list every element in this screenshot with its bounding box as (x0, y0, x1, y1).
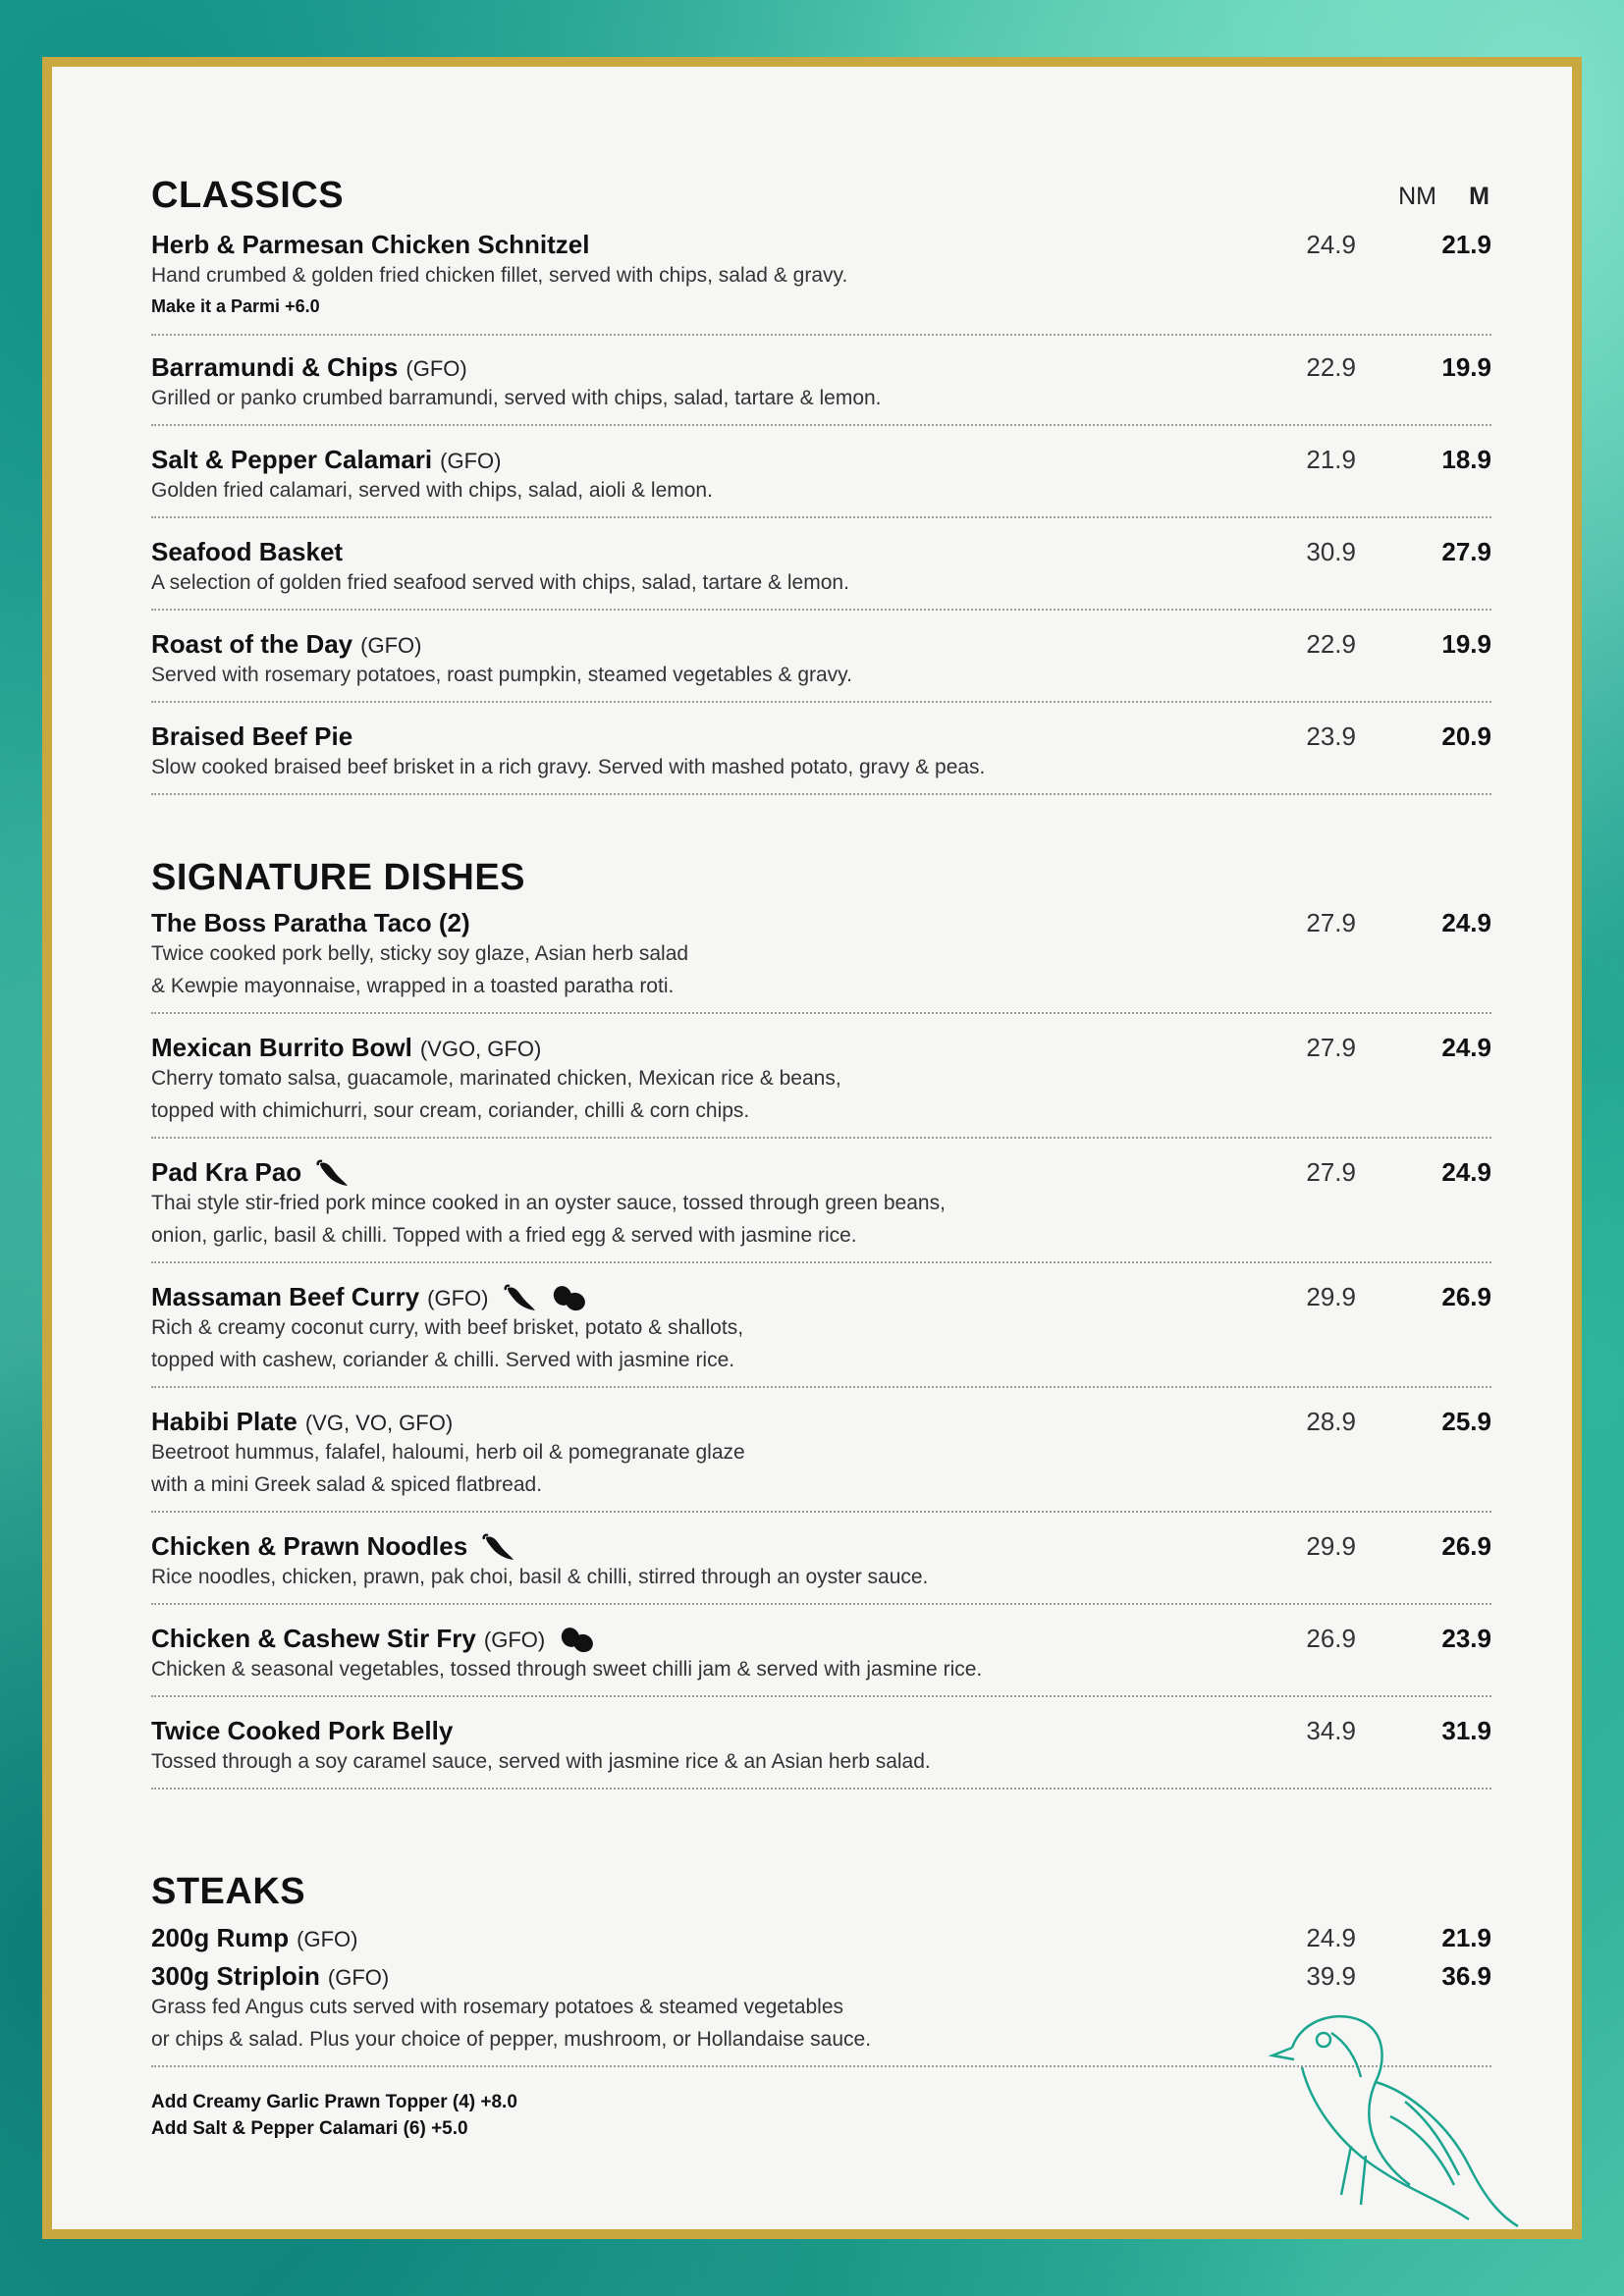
bird-illustration (1263, 1999, 1538, 2229)
price-non-member: 39.9 (1306, 1961, 1356, 1991)
menu-sheet (52, 67, 1572, 2229)
divider (151, 1261, 1491, 1263)
dietary-tag: (GFO) (427, 1286, 489, 1310)
item-name: Massaman Beef Curry (GFO) (151, 1282, 587, 1313)
menu-frame (42, 57, 1582, 2239)
price-non-member: 30.9 (1306, 537, 1356, 566)
price-member: 20.9 (1441, 721, 1491, 751)
item-description: with a mini Greek salad & spiced flatbread. (151, 1473, 543, 1496)
price-member: 24.9 (1441, 1033, 1491, 1062)
item-name: Chicken & Cashew Stir Fry (GFO) (151, 1624, 595, 1655)
price-member: 19.9 (1441, 629, 1491, 659)
dietary-tag: (GFO) (360, 633, 422, 658)
price-non-member: 22.9 (1306, 629, 1356, 659)
divider (151, 1386, 1491, 1388)
item-name: Pad Kra Pao (151, 1157, 350, 1189)
item-description: Rice noodles, chicken, prawn, pak choi, basil & chilli, stirred through an oyster sauce. (151, 1566, 929, 1588)
nut-icon (560, 1626, 595, 1655)
divider (151, 424, 1491, 426)
price-non-member: 29.9 (1306, 1282, 1356, 1311)
divider (151, 334, 1491, 336)
column-header-m: M (1469, 183, 1489, 210)
dietary-tag: (GFO) (406, 356, 467, 381)
column-header-nm: NM (1398, 183, 1436, 210)
price-member: 24.9 (1441, 1157, 1491, 1187)
divider (151, 1603, 1491, 1605)
item-description: Served with rosemary potatoes, roast pumpkin, steamed vegetables & gravy. (151, 664, 852, 686)
price-member: 19.9 (1441, 352, 1491, 382)
item-description: Cherry tomato salsa, guacamole, marinated chicken, Mexican rice & beans, (151, 1067, 841, 1090)
item-name: Seafood Basket (151, 537, 344, 566)
divider (151, 1788, 1491, 1789)
divider (151, 1012, 1491, 1014)
divider (151, 609, 1491, 611)
divider (151, 1137, 1491, 1139)
price-member: 26.9 (1441, 1531, 1491, 1561)
divider (151, 701, 1491, 703)
price-member: 36.9 (1441, 1961, 1491, 1991)
dietary-tag: (VGO, GFO) (419, 1037, 542, 1061)
dietary-tag: (GFO) (327, 1965, 390, 1990)
item-description: A selection of golden fried seafood served with chips, salad, tartare & lemon. (151, 571, 849, 594)
item-description: Rich & creamy coconut curry, with beef brisket, potato & shallots, (151, 1316, 744, 1339)
item-name: 200g Rump (GFO) (151, 1923, 358, 1952)
item-upgrade: Make it a Parmi +6.0 (151, 296, 320, 316)
chilli-icon (504, 1284, 537, 1313)
item-description: topped with cashew, coriander & chilli. Served with jasmine rice. (151, 1349, 735, 1371)
item-description: Slow cooked braised beef brisket in a rich gravy. Served with mashed potato, gravy & peas. (151, 756, 986, 778)
item-name: Twice Cooked Pork Belly (151, 1716, 454, 1745)
addon-line: Add Creamy Garlic Prawn Topper (4) +8.0 (151, 2092, 517, 2112)
item-description: Chicken & seasonal vegetables, tossed through sweet chilli jam & served with jasmine rice. (151, 1658, 983, 1681)
price-non-member: 26.9 (1306, 1624, 1356, 1653)
divider (151, 1511, 1491, 1513)
item-description: Tossed through a soy caramel sauce, served with jasmine rice & an Asian herb salad. (151, 1750, 931, 1773)
item-name: Braised Beef Pie (151, 721, 353, 751)
price-non-member: 27.9 (1306, 908, 1356, 937)
price-member: 24.9 (1441, 908, 1491, 937)
price-member: 25.9 (1441, 1407, 1491, 1436)
price-non-member: 27.9 (1306, 1157, 1356, 1187)
item-description: & Kewpie mayonnaise, wrapped in a toasted paratha roti. (151, 975, 675, 997)
item-description: or chips & salad. Plus your choice of pepper, mushroom, or Hollandaise sauce. (151, 2028, 872, 2051)
menu-item (151, 230, 1491, 328)
item-name: Habibi Plate (VG, VO, GFO) (151, 1407, 454, 1436)
price-member: 18.9 (1441, 445, 1491, 474)
item-name: Roast of the Day (GFO) (151, 629, 422, 659)
dietary-tag: (VG, VO, GFO) (304, 1411, 454, 1435)
item-description: Grilled or panko crumbed barramundi, served with chips, salad, tartare & lemon. (151, 387, 882, 409)
price-non-member: 27.9 (1306, 1033, 1356, 1062)
item-name: 300g Striploin (GFO) (151, 1961, 390, 1991)
item-name: Salt & Pepper Calamari (GFO) (151, 445, 502, 474)
section-title-classics: CLASSICS (151, 175, 345, 216)
price-non-member: 21.9 (1306, 445, 1356, 474)
item-description: Twice cooked pork belly, sticky soy glaze, Asian herb salad (151, 942, 689, 965)
item-description: Golden fried calamari, served with chips, salad, aioli & lemon. (151, 479, 713, 502)
divider (151, 1695, 1491, 1697)
item-name: Mexican Burrito Bowl (VGO, GFO) (151, 1033, 542, 1062)
price-non-member: 24.9 (1306, 1923, 1356, 1952)
item-name: Barramundi & Chips (GFO) (151, 352, 467, 382)
section-title-signature: SIGNATURE DISHES (151, 857, 526, 898)
price-non-member: 28.9 (1306, 1407, 1356, 1436)
item-description: Hand crumbed & golden fried chicken fillet, served with chips, salad & gravy. (151, 264, 848, 287)
item-description: Beetroot hummus, falafel, haloumi, herb oil & pomegranate glaze (151, 1441, 745, 1464)
price-member: 21.9 (1441, 1923, 1491, 1952)
dietary-tag: (GFO) (440, 449, 502, 473)
price-member: 26.9 (1441, 1282, 1491, 1311)
addon-line: Add Salt & Pepper Calamari (6) +5.0 (151, 2118, 468, 2139)
nut-icon (552, 1284, 587, 1313)
price-non-member: 24.9 (1306, 230, 1356, 259)
price-non-member: 23.9 (1306, 721, 1356, 751)
price-member: 27.9 (1441, 537, 1491, 566)
price-non-member: 34.9 (1306, 1716, 1356, 1745)
price-non-member: 29.9 (1306, 1531, 1356, 1561)
item-name: Herb & Parmesan Chicken Schnitzel (151, 230, 590, 259)
price-member: 23.9 (1441, 1624, 1491, 1653)
chilli-icon (482, 1533, 515, 1563)
item-description: topped with chimichurri, sour cream, coriander, chilli & corn chips. (151, 1099, 750, 1122)
dietary-tag: (GFO) (483, 1628, 546, 1652)
chilli-icon (316, 1159, 350, 1189)
price-non-member: 22.9 (1306, 352, 1356, 382)
dietary-tag: (GFO) (297, 1927, 358, 1951)
item-name: Chicken & Prawn Noodles (151, 1531, 515, 1563)
item-name: The Boss Paratha Taco (2) (151, 908, 470, 937)
item-description: Grass fed Angus cuts served with rosemary potatoes & steamed vegetables (151, 1996, 844, 2018)
item-description: onion, garlic, basil & chilli. Topped with a fried egg & served with jasmine rice. (151, 1224, 857, 1247)
price-member: 21.9 (1441, 230, 1491, 259)
section-title-steaks: STEAKS (151, 1871, 306, 1912)
divider (151, 516, 1491, 518)
item-description: Thai style stir-fried pork mince cooked in an oyster sauce, tossed through green beans, (151, 1192, 946, 1214)
divider (151, 793, 1491, 795)
price-member: 31.9 (1441, 1716, 1491, 1745)
